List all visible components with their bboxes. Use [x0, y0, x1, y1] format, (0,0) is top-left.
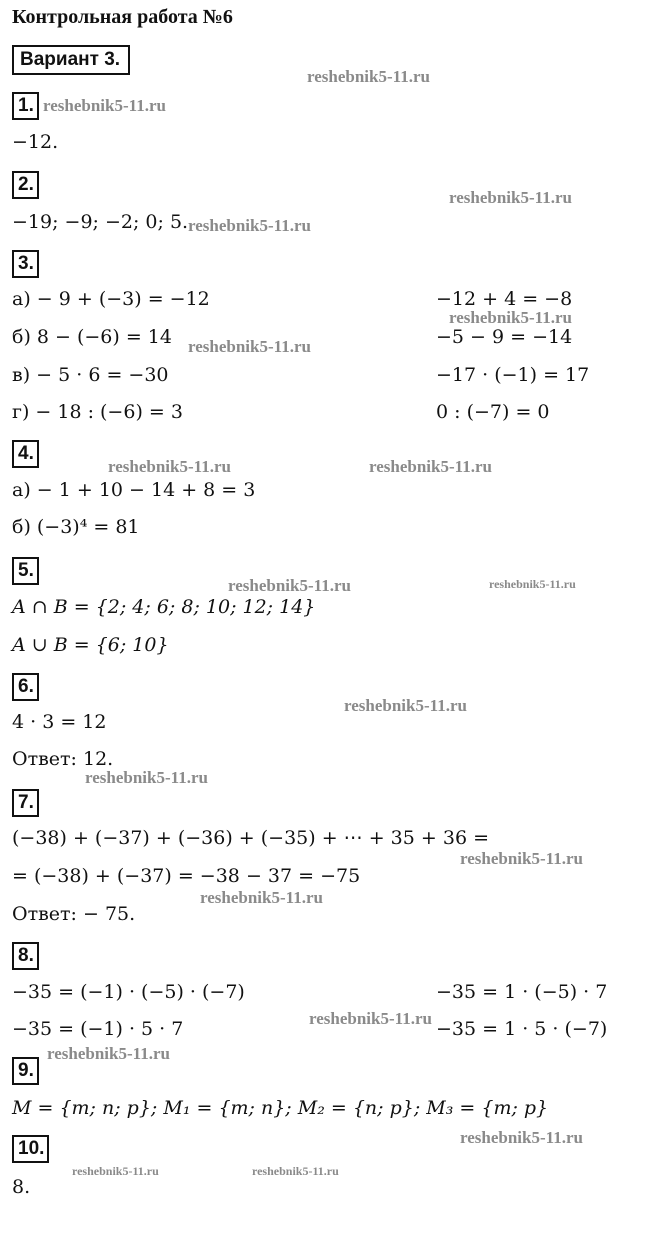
watermark: reshebnik5-11.ru — [344, 696, 467, 715]
task-number-7: 7. — [12, 789, 39, 817]
task-3-line-c: в) − 5 · 6 = −30 — [12, 364, 169, 386]
watermark: reshebnik5-11.ru — [307, 67, 430, 86]
task-5-union: A ∪ B = {6; 10} — [12, 634, 169, 656]
task-number-9: 9. — [12, 1057, 39, 1085]
watermark: reshebnik5-11.ru — [108, 457, 231, 476]
task-7-line-2: = (−38) + (−37) = −38 − 37 = −75 — [12, 865, 361, 887]
task-5-intersection: A ∩ B = {2; 4; 6; 8; 10; 12; 14} — [12, 596, 316, 618]
task-number-2: 2. — [12, 171, 39, 199]
watermark: reshebnik5-11.ru — [188, 216, 311, 235]
task-7-answer: Ответ: − 75. — [12, 903, 136, 925]
watermark: reshebnik5-11.ru — [369, 457, 492, 476]
task-4-line-b: б) (−3)⁴ = 81 — [12, 516, 140, 538]
task-number-3: 3. — [12, 250, 39, 278]
page-title: Контрольная работа №6 — [12, 6, 233, 28]
task-number-5: 5. — [12, 557, 39, 585]
task-3-right-b: −5 − 9 = −14 — [436, 326, 573, 348]
watermark: reshebnik5-11.ru — [72, 1164, 159, 1178]
watermark: reshebnik5-11.ru — [460, 849, 583, 868]
task-8-right-2: −35 = 1 · 5 · (−7) — [436, 1018, 608, 1040]
task-3-right-a: −12 + 4 = −8 — [436, 288, 573, 310]
task-3-line-d: г) − 18 : (−6) = 3 — [12, 401, 183, 423]
task-1-answer: −12. — [12, 131, 59, 153]
task-number-10: 10. — [12, 1135, 49, 1163]
task-8-left-1: −35 = (−1) · (−5) · (−7) — [12, 981, 245, 1003]
watermark: reshebnik5-11.ru — [228, 576, 351, 595]
task-number-6: 6. — [12, 673, 39, 701]
task-number-1: 1. — [12, 92, 39, 120]
variant-label: Вариант 3. — [12, 45, 130, 75]
task-3-line-a: а) − 9 + (−3) = −12 — [12, 288, 210, 310]
task-9-sets: M = {m; n; p}; M₁ = {m; n}; M₂ = {n; p}; M₃ = {m; p} — [12, 1097, 549, 1119]
watermark: reshebnik5-11.ru — [309, 1009, 432, 1028]
watermark: reshebnik5-11.ru — [489, 577, 576, 591]
task-6-answer: Ответ: 12. — [12, 748, 114, 770]
task-6-calc: 4 · 3 = 12 — [12, 711, 107, 733]
watermark: reshebnik5-11.ru — [449, 308, 572, 327]
task-7-line-1: (−38) + (−37) + (−36) + (−35) + ⋯ + 35 + 36 = — [12, 827, 489, 849]
task-3-right-d: 0 : (−7) = 0 — [436, 401, 550, 423]
watermark: reshebnik5-11.ru — [252, 1164, 339, 1178]
watermark: reshebnik5-11.ru — [43, 96, 166, 115]
watermark: reshebnik5-11.ru — [200, 888, 323, 907]
task-8-left-2: −35 = (−1) · 5 · 7 — [12, 1018, 184, 1040]
watermark: reshebnik5-11.ru — [449, 188, 572, 207]
task-8-right-1: −35 = 1 · (−5) · 7 — [436, 981, 608, 1003]
watermark: reshebnik5-11.ru — [188, 337, 311, 356]
task-2-answer: −19; −9; −2; 0; 5. — [12, 211, 189, 233]
watermark: reshebnik5-11.ru — [47, 1044, 170, 1063]
watermark: reshebnik5-11.ru — [460, 1128, 583, 1147]
task-3-right-c: −17 · (−1) = 17 — [436, 364, 590, 386]
watermark: reshebnik5-11.ru — [85, 768, 208, 787]
task-3-line-b: б) 8 − (−6) = 14 — [12, 326, 172, 348]
task-number-4: 4. — [12, 440, 39, 468]
task-4-line-a: а) − 1 + 10 − 14 + 8 = 3 — [12, 479, 256, 501]
task-10-answer: 8. — [12, 1176, 31, 1198]
task-number-8: 8. — [12, 942, 39, 970]
